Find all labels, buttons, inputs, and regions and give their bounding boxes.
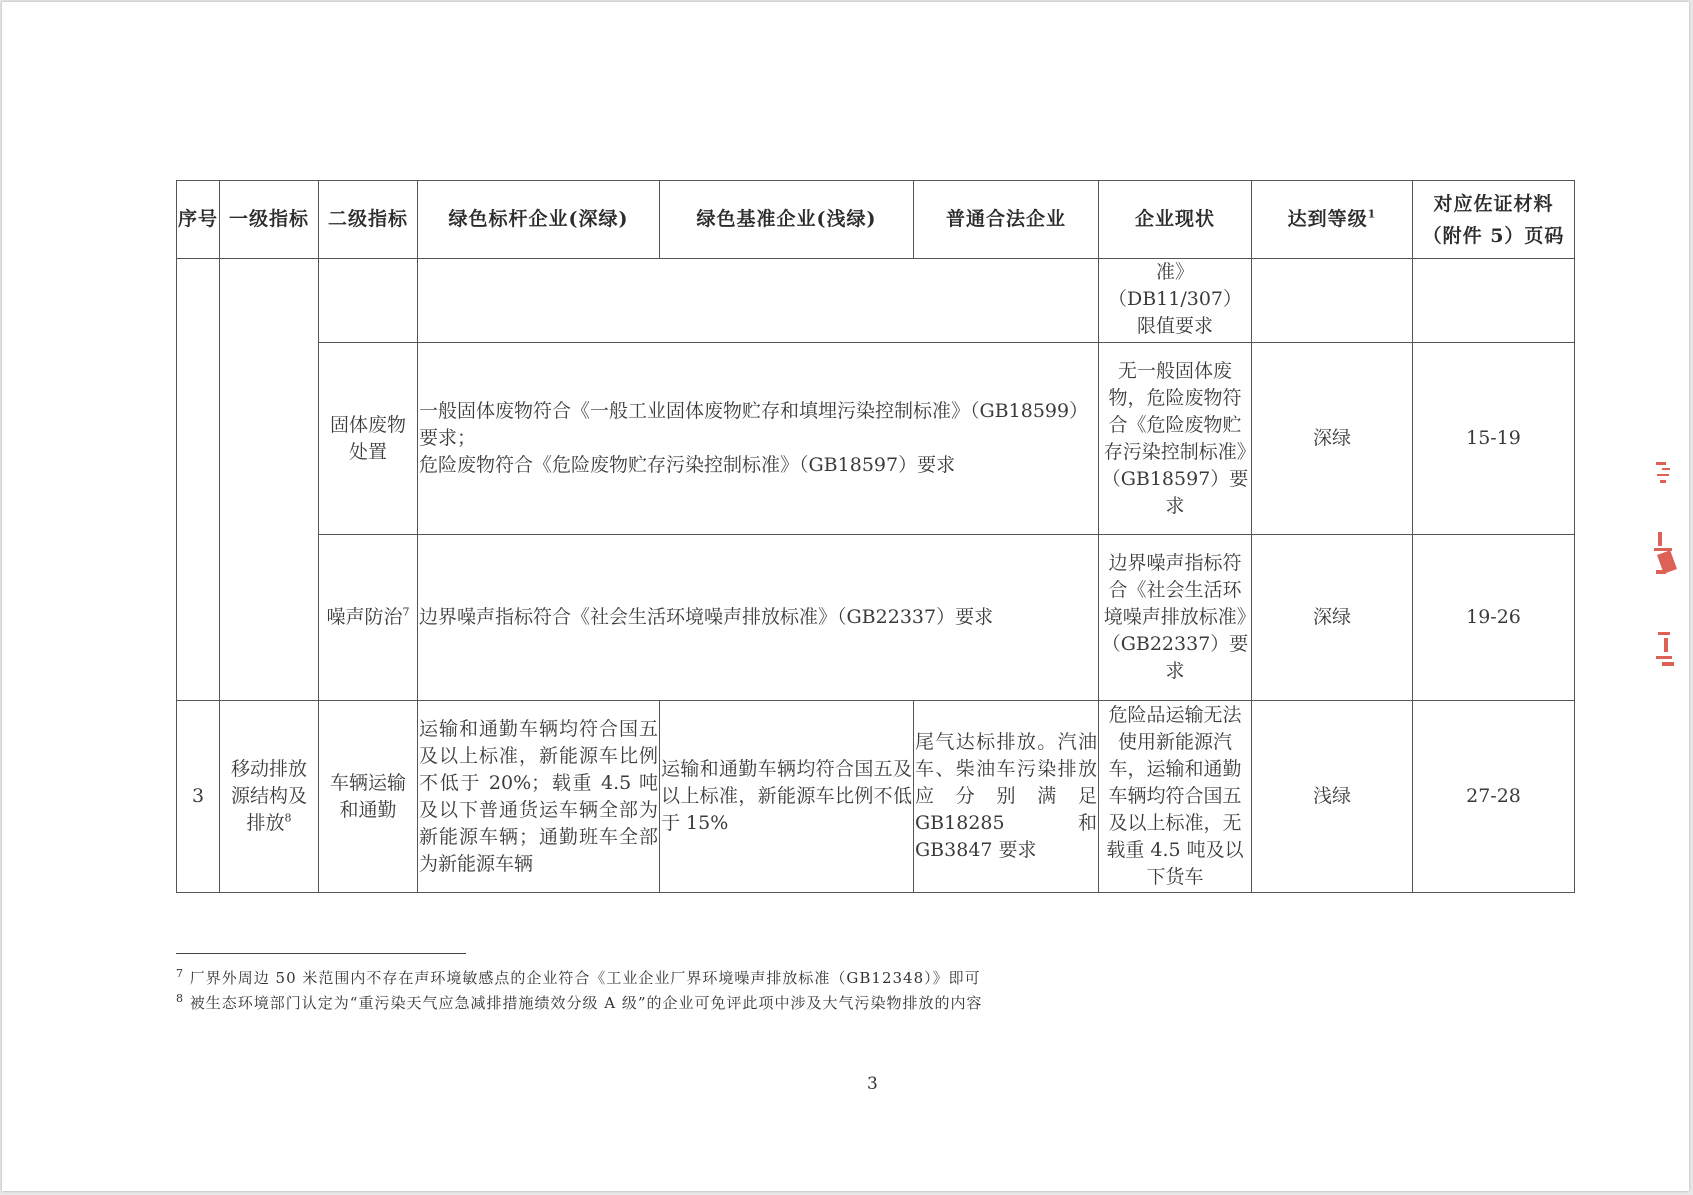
table-row [177,701,1575,893]
header-pages [1413,181,1575,259]
header-light-green: 绿色基准企业(浅绿) [660,181,914,259]
page-number: 3 [867,1074,878,1094]
header-level2: 二级指标 [319,181,418,259]
level1-cell-empty [220,259,319,701]
requirement-cell [418,343,1099,535]
table-row [177,535,1575,701]
footnote-number: 7 [176,967,184,980]
requirement-cell: 边界噪声指标符合《社会生活环境噪声排放标准》（GB22337）要求 [418,535,1099,701]
pages-cell: 19-26 [1413,535,1575,701]
evaluation-table [176,180,1575,893]
grade-cell: 深绿 [1252,535,1413,701]
pages-cell: 27-28 [1413,701,1575,893]
header-status: 企业现状 [1099,181,1252,259]
footnote-ref-8: 8 [284,811,292,825]
header-row [177,181,1575,259]
table-row [177,259,1575,343]
footnote-ref-1: 1 [1367,207,1377,221]
header-grade-text: 达到等级 [1287,208,1368,230]
footnotes [176,966,983,1016]
status-cell: 危险品运输无法使用新能源汽车，运输和通勤车辆均符合国五及以上标准，无载重 4.5 吨及以下货车 [1099,701,1252,893]
grade-cell-empty [1252,259,1413,343]
status-cell: 准》（DB11/307）限值要求 [1099,259,1252,343]
header-grade [1252,181,1413,259]
footnote-item [176,966,983,991]
document-page [2,2,1689,1191]
table-row [177,343,1575,535]
level2-cell: 固体废物处置 [319,343,418,535]
level2-cell-empty [319,259,418,343]
pages-cell: 15-19 [1413,343,1575,535]
header-deep-green: 绿色标杆企业(深绿) [418,181,660,259]
header-normal: 普通合法企业 [914,181,1099,259]
seq-cell-empty [177,259,220,701]
grade-cell: 浅绿 [1252,701,1413,893]
footnote-text: 厂界外周边 50 米范围内不存在声环境敏感点的企业符合《工业企业厂界环境噪声排放标准（GB12348）》即可 [189,969,981,987]
footnote-ref-7: 7 [402,605,410,619]
level1-text: 移动排放源结构及排放 [230,758,307,834]
footnote-divider [176,953,466,954]
seq-cell: 3 [177,701,220,893]
seal-stamp-fragment [1648,452,1678,712]
light-green-cell: 运输和通勤车辆均符合国五及以上标准，新能源车比例不低于 15% [660,701,914,893]
requirement-cell-empty [418,259,1099,343]
level2-text: 噪声防治 [326,606,403,628]
level1-cell [220,701,319,893]
status-cell: 无一般固体废物，危险废物符合《危险废物贮存污染控制标准》（GB18597）要求 [1099,343,1252,535]
level2-cell: 车辆运输和通勤 [319,701,418,893]
level2-cell [319,535,418,701]
footnote-number: 8 [176,992,184,1005]
footnote-text: 被生态环境部门认定为“重污染天气应急减排措施绩效分级 A 级”的企业可免评此项中涉及大气污染物排放的内容 [189,994,983,1012]
requirement-line: 一般固体废物符合《一般工业固体废物贮存和填埋污染控制标准》（GB18599）要求； [419,400,1089,449]
status-cell: 边界噪声指标符合《社会生活环境噪声排放标准》（GB22337）要求 [1099,535,1252,701]
header-pages-line2: （附件 5）页码 [1422,224,1565,247]
deep-green-cell: 运输和通勤车辆均符合国五及以上标准，新能源车比例不低于 20%；载重 4.5 吨及以下普通货运车辆全部为新能源车辆；通勤班车全部为新能源车辆 [418,701,660,893]
footnote-item [176,991,983,1016]
pages-cell-empty [1413,259,1575,343]
requirement-line: 危险废物符合《危险废物贮存污染控制标准》（GB18597）要求 [419,454,956,476]
header-seq: 序号 [177,181,220,259]
normal-cell: 尾气达标排放。汽油车、柴油车污染排放应分别满足 GB18285 和 GB3847 要求 [914,701,1099,893]
grade-cell: 深绿 [1252,343,1413,535]
header-pages-line1: 对应佐证材料 [1433,192,1554,215]
header-level1: 一级指标 [220,181,319,259]
